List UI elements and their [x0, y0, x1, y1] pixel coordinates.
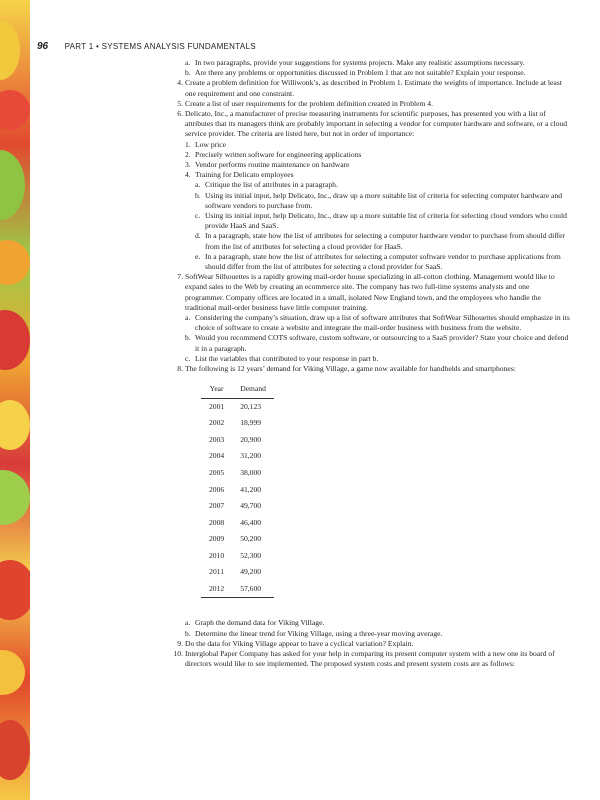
problems-content [173, 58, 570, 669]
problem-3-part-b: b. Are there any problems or opportunities discussed in Problem 1 that are not suitable? Explain your response. [185, 68, 526, 78]
problem-4: 4. Create a problem definition for Williwonk’s, as described in Problem 1. Estimate the weights of importance. Include at least one requirement and one constraint. [177, 78, 562, 98]
page-number: 96 [37, 41, 49, 52]
problem-9: 9. Do the data for Viking Village appear to have a cyclical variation? Explain. [177, 638, 414, 648]
part-label: PART 1 • SYSTEMS ANALYSIS FUNDAMENTALS [64, 42, 256, 51]
problem-7-part: a. Considering the company’s situation, draw up a list of software attributes that SoftWear Silhouettes should emphasize in its choice of software to create a website and integrate the mail-order business with business from the website. [185, 313, 570, 333]
problem-6-part: b. Using its initial input, help Delicato, Inc., draw up a more suitable list of criteria for selecting computer hardware and software vendors to purchase from. [195, 190, 563, 210]
table-row: 2007 49,700 [209, 501, 262, 511]
table-row: 2008 46,400 [209, 517, 262, 527]
decorative-margin-strip [0, 0, 30, 800]
table-row: 2009 50,200 [209, 534, 262, 544]
problem-8: 8. The following is 12 years’ demand for Viking Village, a game now available for handhelds and smartphones: [177, 364, 516, 374]
criteria-item: 4. Training for Delicato employees [185, 170, 294, 180]
demand-table [201, 382, 274, 598]
criteria-item: 2. Precisely written software for engineering applications [185, 149, 362, 159]
year-column-header: Year [201, 382, 232, 398]
table-row: 2003 20,900 [209, 434, 262, 444]
problem-10: 10. Interglobal Paper Company has asked for your help in comparing its present computer system with a new one its board of directors would like to see implemented. The proposed system costs and present system costs are as follows: [173, 649, 555, 669]
problem-6: 6. Delicato, Inc., a manufacturer of precise measuring instruments for scientific purposes, has presented you with a list of attributes that its managers think are probably important in selecting a vendor for computer hardware and software, or a cloud service provider. The criteria are listed here, but not in order of importance: [177, 109, 568, 139]
criteria-item: 1. Low price [185, 139, 226, 149]
problem-5: 5. Create a list of user requirements for the problem definition created in Problem 4. [177, 98, 433, 108]
table-row: 2005 38,000 [209, 468, 262, 477]
problem-8-part: a. Graph the demand data for Viking Village. [185, 618, 325, 628]
table-row: 2011 49,200 [209, 567, 262, 577]
problem-6-criteria [185, 140, 570, 181]
problem-7: 7. SoftWear Silhouettes is a rapidly growing mail-order house specializing in all-cotton clothing. Management would like to expand sales to the Web by creating an ecommerce site. The company has two full-time systems analysts and one programmer. Company offices are located in a small, isolated New England town, and the employees who handle the traditional mail-order business have little computer training. [177, 272, 555, 312]
criteria-item: 3. Vendor performs routine maintenance on hardware [185, 160, 350, 170]
problem-6-part: a. Critique the list of attributes in a paragraph. [195, 180, 338, 190]
problem-6-part: e. In a paragraph, state how the list of attributes for selecting a computer software vendor to purchase applications from should differ from the list of attributes for selecting a cloud provider for SaaS. [195, 251, 561, 272]
problem-6-part: d. In a paragraph, state how the list of attributes for selecting a computer hardware vendor to purchase from should differ from the list of attributes for selecting a cloud provider for HaaS. [195, 231, 566, 251]
problem-6-part: c. Using its initial input, help Delicato, Inc., draw up a more suitable list of criteria for selecting cloud vendors who could provide HaaS and SaaS. [195, 211, 567, 231]
page-header [37, 36, 577, 52]
problem-7-part: c. List the variables that contributed to your response in part b. [185, 353, 379, 363]
problem-7-part: b. Would you recommend COTS software, custom software, or outsourcing to a SaaS provider? State your choice and defend it in a paragraph. [185, 333, 569, 353]
table-row: 2006 41,200 [209, 484, 262, 494]
problem-8-part: b. Determine the linear trend for Viking Village, using a three-year moving average. [185, 628, 443, 638]
table-row: 2010 52,300 [209, 550, 262, 560]
table-row: 2002 18,999 [209, 418, 262, 428]
table-row: 2001 20,123 [209, 401, 262, 411]
table-row: 2004 31,200 [209, 451, 262, 461]
table-row: 2012 57,600 [201, 581, 274, 598]
demand-column-header: Demand [232, 382, 274, 398]
problem-3-part-a: a. In two paragraphs, provide your suggestions for systems projects. Make any realistic assumptions necessary. [185, 58, 525, 67]
